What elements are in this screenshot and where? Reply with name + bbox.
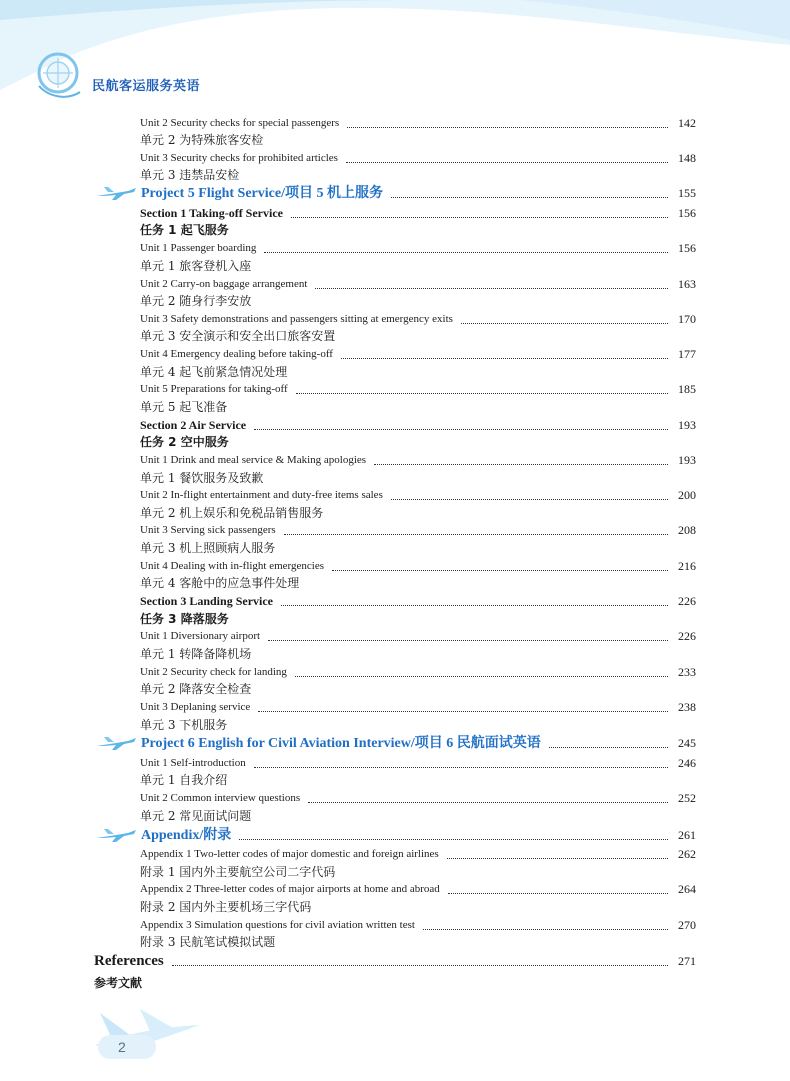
toc-entry bbox=[0, 487, 790, 504]
toc-entry bbox=[0, 717, 790, 734]
toc-entry-title: 附录 2 国内外主要机场三字代码 bbox=[140, 900, 312, 914]
toc-entry bbox=[0, 417, 790, 434]
toc-entry-title: Unit 1 Self-introduction bbox=[140, 757, 246, 769]
toc-entry bbox=[0, 646, 790, 663]
dot-leader bbox=[281, 605, 668, 606]
dot-leader bbox=[296, 393, 668, 394]
toc-entry bbox=[0, 522, 790, 539]
dot-leader bbox=[258, 711, 668, 712]
toc-entry bbox=[0, 664, 790, 681]
toc-entry-title: 单元 2 为特殊旅客安检 bbox=[140, 133, 264, 147]
toc-entry-title: 附录 1 国内外主要航空公司二字代码 bbox=[140, 865, 336, 879]
toc-entry-title: Unit 3 Safety demonstrations and passengers sitting at emergency exits bbox=[140, 313, 453, 325]
toc-entry-title: References bbox=[94, 953, 164, 969]
toc-page-number: 155 bbox=[678, 186, 696, 200]
toc-entry bbox=[0, 364, 790, 381]
toc-entry bbox=[0, 205, 790, 222]
dot-leader bbox=[448, 893, 668, 894]
dot-leader bbox=[284, 534, 668, 535]
footer-swoosh-decoration bbox=[0, 1005, 260, 1081]
dot-leader bbox=[264, 252, 668, 253]
toc-entry-title: 单元 1 转降备降机场 bbox=[140, 647, 252, 661]
toc-entry bbox=[0, 167, 790, 184]
toc-entry bbox=[0, 953, 790, 970]
dot-leader bbox=[549, 747, 668, 748]
dot-leader bbox=[341, 358, 668, 359]
toc-entry bbox=[0, 434, 790, 451]
toc-entry-title: Unit 1 Drink and meal service & Making apologies bbox=[140, 454, 367, 466]
toc-entry-title: Section 2 Air Service bbox=[140, 418, 247, 432]
toc-page-number: 271 bbox=[678, 954, 696, 968]
toc-entry-title: 单元 5 起飞准备 bbox=[140, 400, 228, 414]
toc-entry bbox=[0, 150, 790, 167]
toc-entry bbox=[0, 293, 790, 310]
toc-entry bbox=[0, 699, 790, 716]
toc-entry-title: Section 3 Landing Service bbox=[140, 594, 274, 608]
toc-entry bbox=[0, 346, 790, 363]
toc-entry-title: Unit 2 Carry-on baggage arrangement bbox=[140, 278, 308, 290]
toc-entry-title: Appendix 1 Two-letter codes of major domestic and foreign airlines bbox=[140, 848, 439, 860]
toc-page-number: 156 bbox=[678, 241, 696, 255]
toc-entry bbox=[0, 328, 790, 345]
toc-entry bbox=[0, 611, 790, 628]
toc-page-number: 193 bbox=[678, 453, 696, 467]
dot-leader bbox=[346, 162, 668, 163]
toc-page-number: 142 bbox=[678, 116, 696, 130]
toc-entry-title: 单元 1 自我介绍 bbox=[140, 773, 228, 787]
dot-leader bbox=[447, 858, 668, 859]
toc-entry-title: Unit 1 Passenger boarding bbox=[140, 242, 257, 254]
toc-entry bbox=[0, 899, 790, 916]
toc-page-number: 261 bbox=[678, 828, 696, 842]
toc-entry bbox=[0, 258, 790, 275]
toc-entry-title: Unit 2 Security checks for special passengers bbox=[140, 117, 340, 129]
toc-entry-title: Unit 1 Diversionary airport bbox=[140, 630, 261, 642]
toc-entry-title: Unit 4 Emergency dealing before taking-off bbox=[140, 348, 333, 360]
toc-entry-title: Appendix 2 Three-letter codes of major airports at home and abroad bbox=[140, 883, 440, 895]
toc-page-number: 185 bbox=[678, 382, 696, 396]
dot-leader bbox=[239, 839, 668, 840]
toc-entry-title: 单元 3 违禁品安检 bbox=[140, 168, 240, 182]
toc-entry bbox=[0, 505, 790, 522]
toc-entry-title: 单元 1 餐饮服务及致歉 bbox=[140, 471, 264, 485]
toc-entry-title: 单元 4 客舱中的应急事件处理 bbox=[140, 576, 300, 590]
toc-page-number: 238 bbox=[678, 700, 696, 714]
toc-entry-title: 单元 3 下机服务 bbox=[140, 718, 228, 732]
toc-entry-title: 单元 2 降落安全检查 bbox=[140, 682, 252, 696]
page-number: 2 bbox=[118, 1039, 126, 1055]
toc-entry-title: 任务 1 起飞服务 bbox=[140, 223, 229, 237]
toc-page-number: 200 bbox=[678, 488, 696, 502]
toc-entry-title: 任务 2 空中服务 bbox=[140, 435, 229, 449]
toc-entry bbox=[0, 132, 790, 149]
airplane-icon bbox=[94, 734, 138, 757]
book-title: 民航客运服务英语 bbox=[92, 79, 201, 94]
toc-entry bbox=[0, 628, 790, 645]
toc-entry bbox=[0, 593, 790, 610]
toc-page-number: 163 bbox=[678, 277, 696, 291]
toc-page-number: 156 bbox=[678, 206, 696, 220]
toc-entry bbox=[0, 681, 790, 698]
toc-page-number: 148 bbox=[678, 151, 696, 165]
dot-leader bbox=[295, 676, 668, 677]
dot-leader bbox=[315, 288, 668, 289]
toc-entry bbox=[0, 772, 790, 789]
toc-entry bbox=[0, 934, 790, 951]
dot-leader bbox=[391, 197, 668, 198]
dot-leader bbox=[254, 767, 668, 768]
toc-entry bbox=[0, 311, 790, 328]
dot-leader bbox=[423, 929, 668, 930]
toc-entry-title: 参考文献 bbox=[94, 976, 143, 990]
toc-page-number: 246 bbox=[678, 756, 696, 770]
toc-entry bbox=[0, 540, 790, 557]
toc-page-number: 170 bbox=[678, 312, 696, 326]
toc-entry-title: 单元 2 常见面试问题 bbox=[140, 809, 252, 823]
toc-entry bbox=[0, 276, 790, 293]
dot-leader bbox=[374, 464, 668, 465]
toc-page-number: 264 bbox=[678, 882, 696, 896]
toc-page-number: 252 bbox=[678, 791, 696, 805]
toc-entry bbox=[0, 115, 790, 132]
toc-entry-title: 单元 1 旅客登机入座 bbox=[140, 259, 252, 273]
toc-entry bbox=[0, 575, 790, 592]
toc-page-number: 270 bbox=[678, 918, 696, 932]
dot-leader bbox=[254, 429, 668, 430]
toc-entry-title: 单元 2 机上娱乐和免税品销售服务 bbox=[140, 506, 324, 520]
toc-entry bbox=[0, 755, 790, 772]
toc-entry bbox=[0, 846, 790, 863]
toc-entry bbox=[0, 452, 790, 469]
toc-page-number: 208 bbox=[678, 523, 696, 537]
toc-entry-title: 单元 4 起飞前紧急情况处理 bbox=[140, 365, 288, 379]
toc-entry-title: Unit 3 Serving sick passengers bbox=[140, 524, 276, 536]
toc-page-number: 245 bbox=[678, 736, 696, 750]
toc-entry-title: Unit 2 Common interview questions bbox=[140, 792, 301, 804]
toc-entry bbox=[0, 790, 790, 807]
toc-entry bbox=[0, 827, 790, 844]
toc-page-number: 193 bbox=[678, 418, 696, 432]
toc-page-number: 177 bbox=[678, 347, 696, 361]
dot-leader bbox=[461, 323, 668, 324]
toc-entry-title: 单元 3 安全演示和安全出口旅客安置 bbox=[140, 329, 336, 343]
toc-entry-title: Unit 2 In-flight entertainment and duty-free items sales bbox=[140, 489, 383, 501]
toc-entry-title: 单元 3 机上照顾病人服务 bbox=[140, 541, 276, 555]
toc-entry-title: Appendix 3 Simulation questions for civil aviation written test bbox=[140, 919, 415, 931]
toc-entry bbox=[0, 185, 790, 202]
dot-leader bbox=[172, 965, 668, 966]
toc-entry-title: 单元 2 随身行李安放 bbox=[140, 294, 252, 308]
dot-leader bbox=[291, 217, 668, 218]
toc-entry-title: Unit 5 Preparations for taking-off bbox=[140, 383, 288, 395]
toc-page-number: 262 bbox=[678, 847, 696, 861]
toc-page-number: 216 bbox=[678, 559, 696, 573]
toc-entry-title: 附录 3 民航笔试模拟试题 bbox=[140, 935, 276, 949]
toc-page-number: 233 bbox=[678, 665, 696, 679]
toc-entry bbox=[0, 240, 790, 257]
toc-entry-title: Unit 4 Dealing with in-flight emergencies bbox=[140, 560, 325, 572]
toc-entry-title: 任务 3 降落服务 bbox=[140, 612, 229, 626]
toc-entry bbox=[0, 735, 790, 752]
dot-leader bbox=[332, 570, 668, 571]
dot-leader bbox=[347, 127, 668, 128]
dot-leader bbox=[391, 499, 668, 500]
toc-entry-title: Appendix/附录 bbox=[141, 828, 232, 843]
toc-page-number: 226 bbox=[678, 594, 696, 608]
toc-entry-title: Unit 3 Deplaning service bbox=[140, 701, 251, 713]
toc-entry-title: Project 6 English for Civil Aviation Interview/项目 6 民航面试英语 bbox=[141, 736, 541, 751]
toc-entry bbox=[0, 470, 790, 487]
toc-entry bbox=[0, 558, 790, 575]
toc-entry-title: Project 5 Flight Service/项目 5 机上服务 bbox=[141, 186, 383, 201]
toc-entry bbox=[0, 399, 790, 416]
toc-entry bbox=[0, 808, 790, 825]
toc-entry-title: Section 1 Taking-off Service bbox=[140, 206, 283, 220]
toc-entry bbox=[0, 881, 790, 898]
toc-entry bbox=[0, 222, 790, 239]
toc-page-number: 226 bbox=[678, 629, 696, 643]
toc-entry-title: Unit 2 Security check for landing bbox=[140, 666, 287, 678]
toc-entry bbox=[0, 975, 790, 992]
toc-entry-title: Unit 3 Security checks for prohibited articles bbox=[140, 152, 338, 164]
toc-entry bbox=[0, 917, 790, 934]
airplane-icon bbox=[94, 184, 138, 207]
dot-leader bbox=[268, 640, 668, 641]
toc-entry bbox=[0, 864, 790, 881]
toc-entry bbox=[0, 381, 790, 398]
dot-leader bbox=[308, 802, 668, 803]
